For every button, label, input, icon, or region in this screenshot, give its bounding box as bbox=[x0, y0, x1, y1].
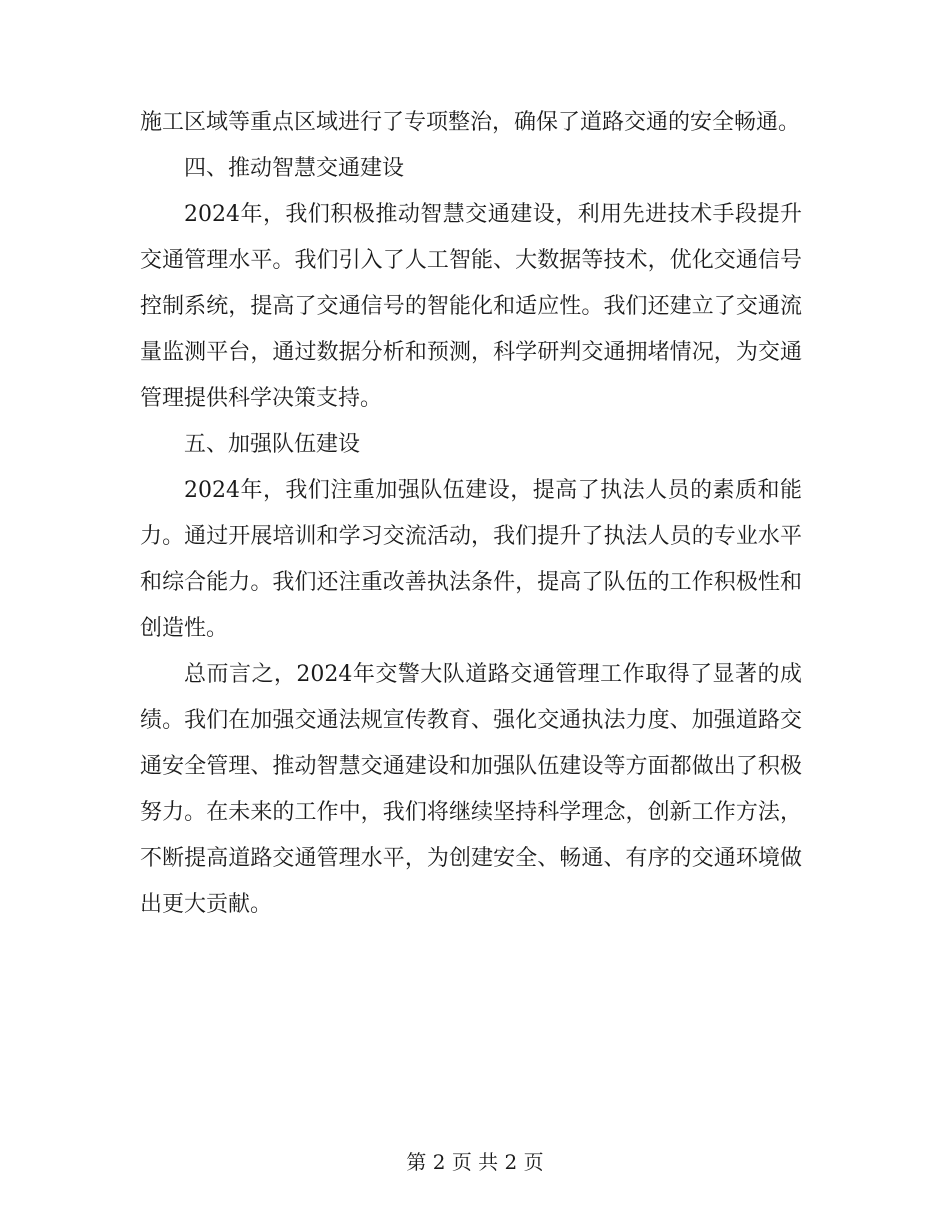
paragraph-conclusion: 总而言之，2024年交警大队道路交通管理工作取得了显著的成绩。我们在加强交通法规宣传教育、强化交通执法力度、加强道路交通安全管理、推动智慧交通建设和加强队伍建设等方面都做出了积极努力。在未来的工作中，我们将继续坚持科学理念，创新工作方法，不断提高道路交通管理水平，为创建安全、畅通、有序的交通环境做出更大贡献。 bbox=[140, 662, 802, 917]
document-body bbox=[140, 100, 802, 928]
paragraph-smart-traffic: 2024年，我们积极推动智慧交通建设，利用先进技术手段提升交通管理水平。我们引入了人工智能、大数据等技术，优化交通信号控制系统，提高了交通信号的智能化和适应性。我们还建立了交通流量监测平台，通过数据分析和预测，科学研判交通拥堵情况，为交通管理提供科学决策支持。 bbox=[140, 202, 802, 411]
paragraph-continuation: 施工区域等重点区域进行了专项整治，确保了道路交通的安全畅通。 bbox=[140, 110, 801, 135]
section-heading-smart-traffic: 四、推动智慧交通建设 bbox=[184, 156, 405, 181]
page-footer: 第 2 页 共 2 页 bbox=[406, 1150, 544, 1174]
section-heading-team-building: 五、加强队伍建设 bbox=[184, 432, 361, 457]
paragraph-team-building: 2024年，我们注重加强队伍建设，提高了执法人员的素质和能力。通过开展培训和学习交流活动，我们提升了执法人员的专业水平和综合能力。我们还注重改善执法条件，提高了队伍的工作积极性和创造性。 bbox=[140, 478, 802, 641]
